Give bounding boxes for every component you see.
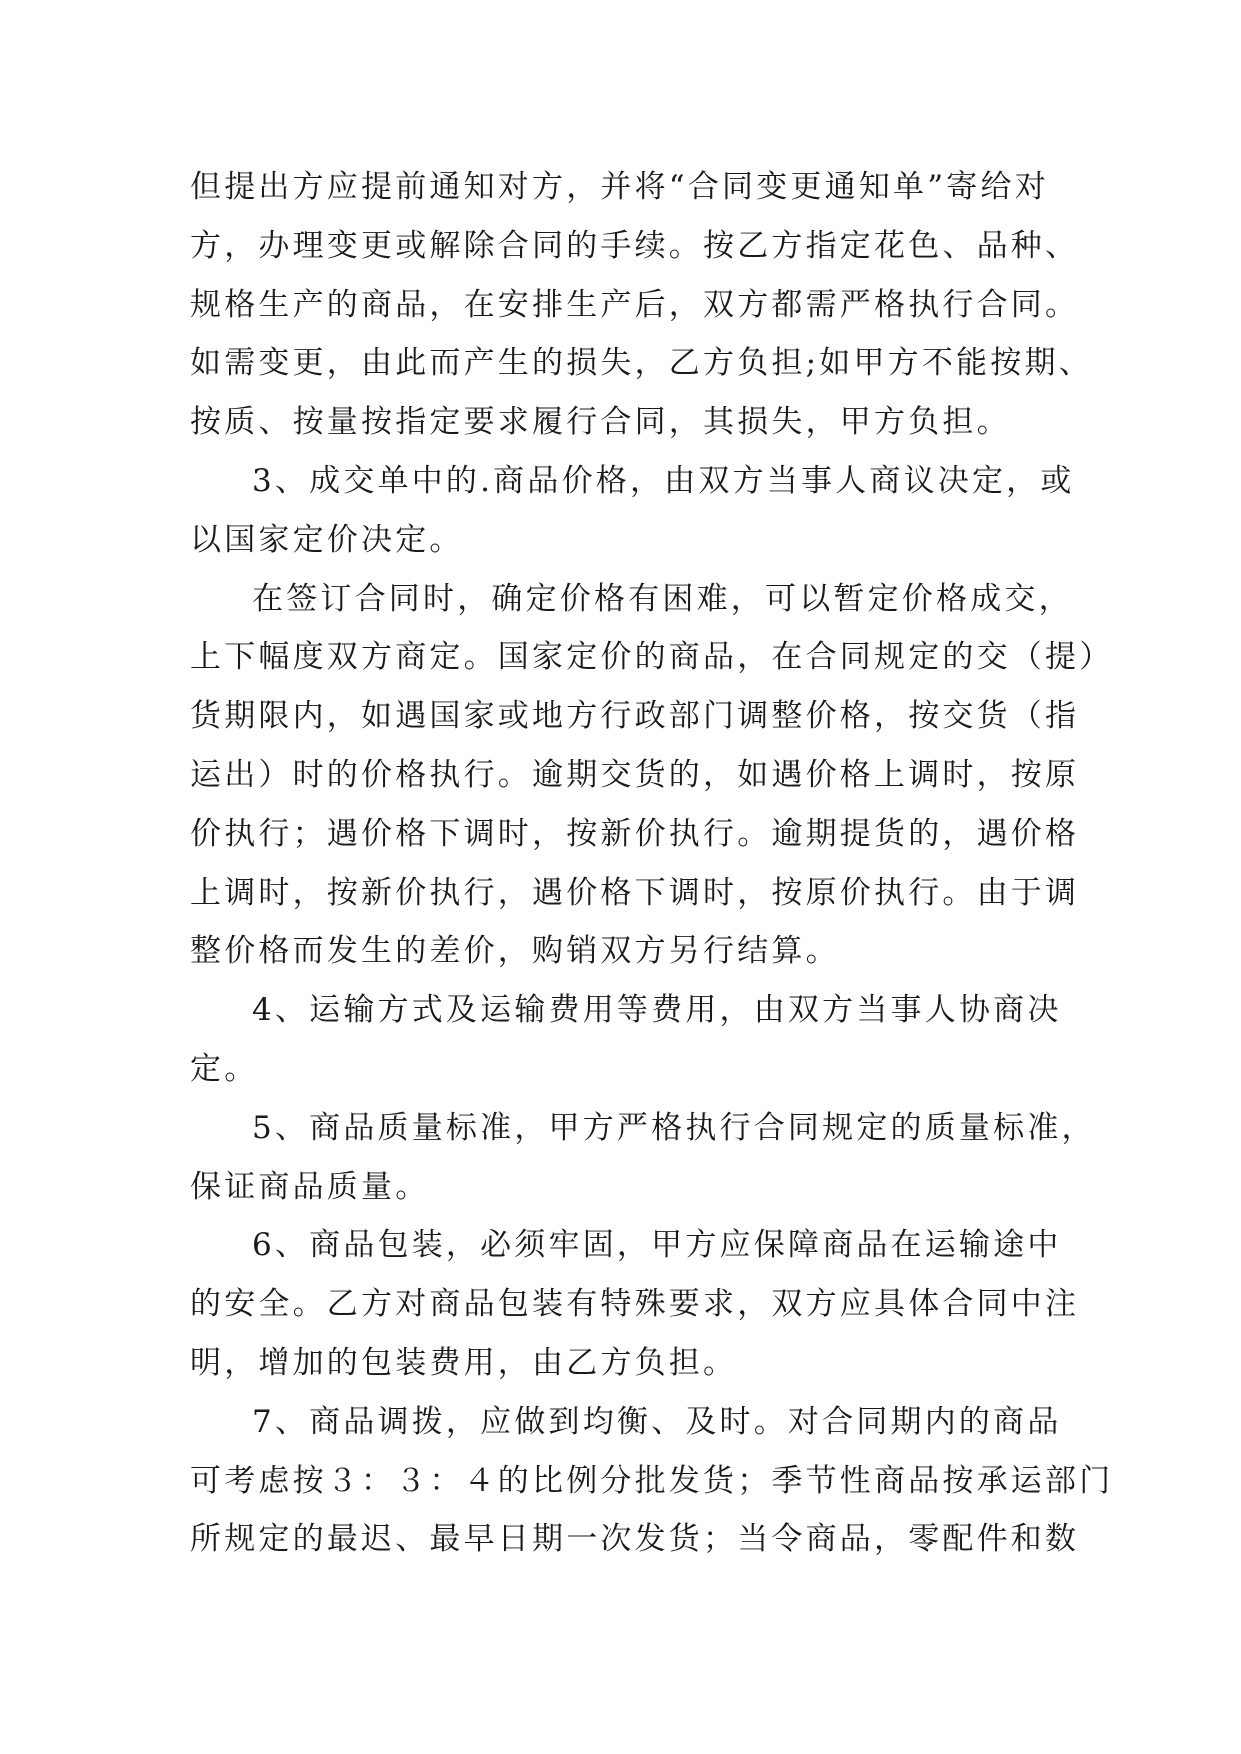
text-line: 但提出方应提前通知对方，并将“合同变更通知单”寄给对: [190, 169, 1049, 205]
text-line: 保证商品质量。: [190, 1168, 430, 1205]
text-line: 整价格而发生的差价，购销双方另行结算。: [190, 933, 840, 970]
clause-7-line: 7、商品调拨，应做到均衡、及时。对合同期内的商品: [252, 1403, 1062, 1440]
contract-text-block: [190, 158, 1114, 1569]
text-line: 明，增加的包装费用，由乙方负担。: [190, 1344, 738, 1381]
text-line: 以国家定价决定。: [190, 521, 464, 558]
clause-6-line: 6、商品包装，必须牢固，甲方应保障商品在运输途中: [252, 1227, 1062, 1264]
text-line: 运出）时的价格执行。逾期交货的，如遇价格上调时，按原: [190, 756, 1080, 793]
text-line: 可考虑按３：３：４的比例分批发货；季节性商品按承运部门: [190, 1462, 1114, 1499]
text-line: 按质、按量按指定要求履行合同，其损失，甲方负担。: [190, 404, 1011, 441]
text-line: 货期限内，如遇国家或地方行政部门调整价格，按交货（指: [190, 698, 1080, 735]
text-line: 规格生产的商品，在安排生产后，双方都需严格执行合同。: [190, 286, 1080, 323]
text-line: 方，办理变更或解除合同的手续。按乙方指定花色、品种、: [190, 227, 1080, 264]
text-line: 上下幅度双方商定。国家定价的商品，在合同规定的交（提）: [190, 639, 1114, 676]
clause-3-line: 3、成交单中的.商品价格，由双方当事人商议决定，或: [252, 462, 1075, 499]
paragraph-start-line: 在签订合同时，确定价格有困难，可以暂定价格成交，: [252, 580, 1073, 617]
text-line: 定。: [190, 1050, 259, 1087]
text-line: 所规定的最迟、最早日期一次发货；当令商品，零配件和数: [190, 1521, 1080, 1558]
text-line: 价执行；遇价格下调时，按新价执行。逾期提货的，遇价格: [190, 815, 1080, 852]
clause-5-line: 5、商品质量标准，甲方严格执行合同规定的质量标准，: [252, 1109, 1096, 1146]
text-line: 的安全。乙方对商品包装有特殊要求，双方应具体合同中注: [190, 1286, 1080, 1323]
clause-4-line: 4、运输方式及运输费用等费用，由双方当事人协商决: [252, 992, 1062, 1029]
text-line: 上调时，按新价执行，遇价格下调时，按原价执行。由于调: [190, 874, 1080, 911]
text-line: 如需变更，由此而产生的损失，乙方负担;如甲方不能按期、: [190, 345, 1093, 382]
